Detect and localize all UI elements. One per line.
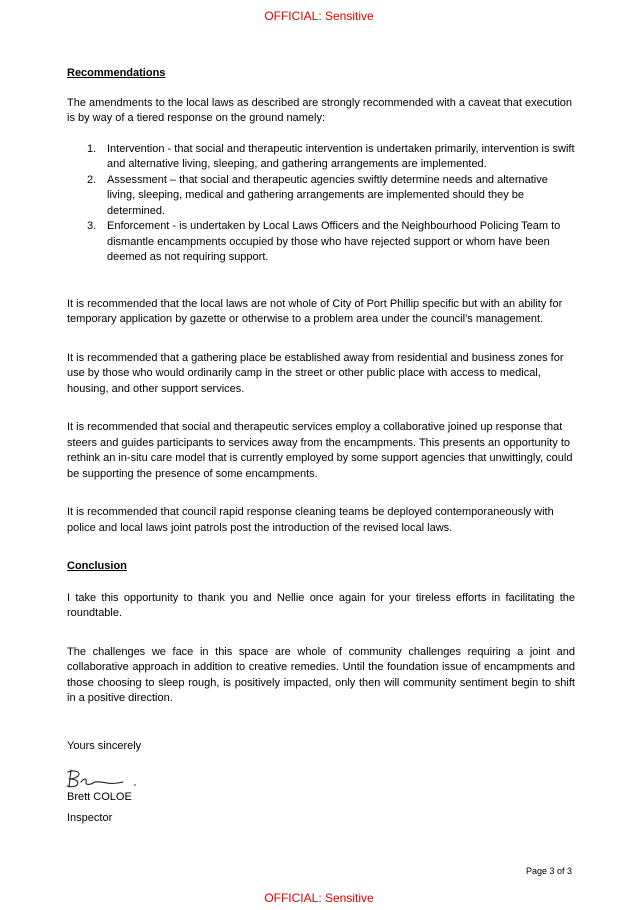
signatory-name: Brett COLOE — [67, 791, 132, 803]
tiered-response-list — [67, 142, 575, 266]
list-item — [67, 173, 575, 220]
classification-footer: OFFICIAL: Sensitive — [264, 891, 374, 905]
signature-block — [67, 766, 575, 826]
recommendation-paragraph: It is recommended that council rapid response cleaning teams be deployed contemporaneously with police and local laws joint patrols post the introduction of the revised local laws. — [67, 506, 554, 534]
conclusion-paragraph: I take this opportunity to thank you and Nellie once again for your tireless efforts in facilitating the roundtable. — [67, 591, 575, 619]
recommendation-paragraph: It is recommended that a gathering place be established away from residential and business zones for use by those who would ordinarily camp in the street or other public place with access to medical, housing, and other support services. — [67, 351, 564, 395]
letter-body — [67, 66, 575, 826]
recommendations-intro: The amendments to the local laws as described are strongly recommended with a caveat that execution is by way of a tiered response on the ground namely: — [67, 96, 573, 124]
list-item-number: 1. — [87, 142, 97, 155]
recommendations-heading: Recommendations — [67, 67, 166, 79]
list-item — [67, 219, 575, 266]
recommendation-paragraph: It is recommended that social and therapeutic services employ a collaborative joined up response that steers and guides participants to services away from the encampments. This presents an opportunity to rethink an in-situ care model that is currently employed by some support agencies that unwittingly, could be supporting the presence of some encampments. — [67, 421, 573, 480]
conclusion-heading: Conclusion — [67, 560, 127, 572]
recommendation-paragraph: It is recommended that the local laws are not whole of City of Port Phillip specific but with an ability for temporary application by gazette or otherwise to a problem area under the council’s management. — [67, 297, 563, 325]
list-item-text: Enforcement - is undertaken by Local Laws Officers and the Neighbourhood Policing Team to dismantle encampments occupied by those who have rejected support or whom have been deemed as not requiring support. — [107, 220, 561, 263]
signatory-title: Inspector — [67, 811, 113, 824]
closing-salutation: Yours sincerely — [67, 739, 142, 752]
list-item-number: 3. — [87, 220, 97, 232]
classification-header: OFFICIAL: Sensitive — [264, 9, 374, 23]
list-item-text: Assessment – that social and therapeutic agencies swiftly determine needs and alternative living, sleeping, medical and gathering arrangements are implemented should they be determined. — [107, 173, 548, 217]
page-number: Page 3 of 3 — [525, 866, 572, 876]
list-item-number: 2. — [87, 173, 97, 186]
conclusion-paragraph: The challenges we face in this space are whole of community challenges requiring a joint and collaborative approach in addition to creative remedies. Until the foundation issue of encampments and those choosing to sleep rough, is positively impacted, only then will community sentiment begin to shift in a positive direction. — [67, 645, 575, 704]
list-item — [67, 142, 575, 173]
handwritten-signature — [63, 766, 143, 790]
list-item-text: Intervention - that social and therapeutic intervention is undertaken primarily, intervention is swift and alternative living, sleeping, and gathering arrangements are implemented. — [107, 142, 575, 170]
